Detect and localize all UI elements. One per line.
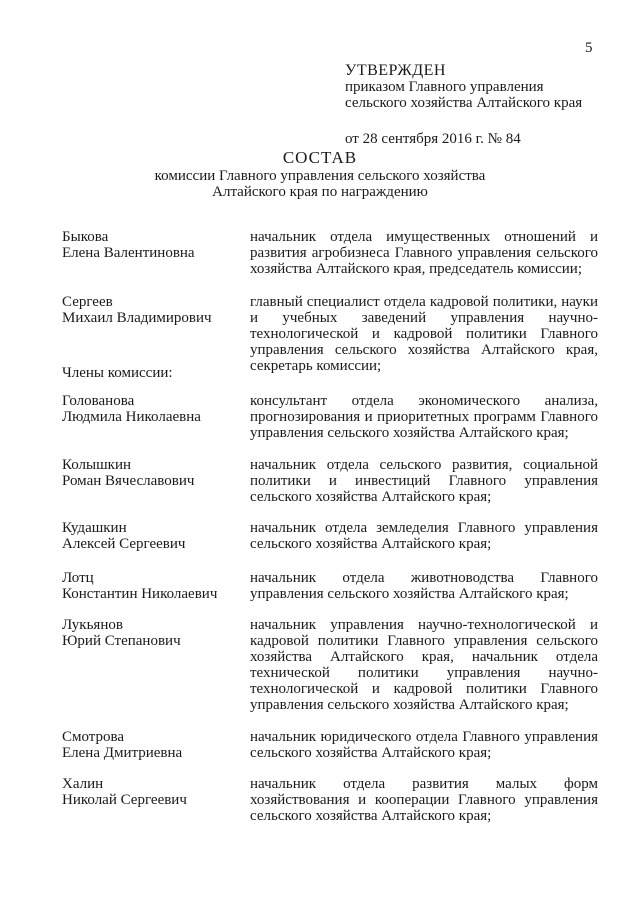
member-surname: Лукьянов	[62, 617, 123, 633]
member-given-name: Михаил Владимирович	[62, 310, 212, 326]
member-name	[62, 729, 247, 761]
member-given-name: Людмила Николаевна	[62, 409, 201, 425]
member-given-name: Константин Николаевич	[62, 586, 218, 602]
member-surname: Халин	[62, 776, 104, 792]
member-surname: Кудашкин	[62, 520, 127, 536]
member-name	[62, 229, 247, 261]
member-role: консультант отдела экономического анализа, прогнозирования и приоритетных программ Главного управления сельского хозяйства Алтайского края;	[250, 393, 598, 441]
member-role: начальник отдела сельского развития, социальной политики и инвестиций Главного управления сельского хозяйства Алтайского края;	[250, 457, 598, 505]
title-main: СОСТАВ	[282, 148, 358, 167]
member-given-name: Алексей Сергеевич	[62, 536, 186, 552]
members-label: Члены комиссии:	[62, 365, 173, 381]
title-sub-1: комиссии Главного управления сельского хозяйства	[154, 168, 486, 184]
member-name	[62, 776, 247, 808]
member-surname: Лотц	[62, 570, 94, 586]
member-surname: Голованова	[62, 393, 135, 409]
member-name	[62, 570, 247, 602]
member-role: начальник отдела животноводства Главного управления сельского хозяйства Алтайского края;	[250, 570, 598, 602]
member-role: начальник управления научно-технологической и кадровой политики Главного управления сельского хозяйства Алтайского края, начальник отдела технической политики управления научно-технологической и кадровой политики Главного управления сельского хозяйства Алтайского края;	[250, 617, 598, 713]
member-name	[62, 294, 247, 326]
approval-block	[345, 63, 625, 147]
member-name	[62, 520, 247, 552]
member-role: начальник юридического отдела Главного управления сельского хозяйства Алтайского края;	[250, 729, 598, 761]
member-given-name: Николай Сергеевич	[62, 792, 187, 808]
member-surname: Сергеев	[62, 294, 113, 310]
document-title	[60, 150, 580, 200]
approval-line-2: сельского хозяйства Алтайского края	[345, 95, 583, 111]
member-given-name: Елена Валентиновна	[62, 245, 195, 261]
member-surname: Быкова	[62, 229, 109, 245]
member-name	[62, 457, 247, 489]
member-role: начальник отдела имущественных отношений и развития агробизнеса Главного управления сельского хозяйства Алтайского края, председатель комиссии;	[250, 229, 598, 277]
title-sub-2: Алтайского края по награждению	[212, 184, 428, 200]
member-role: начальник отдела земледелия Главного управления сельского хозяйства Алтайского края;	[250, 520, 598, 552]
member-role: начальник отдела развития малых форм хозяйствования и кооперации Главного управления сельского хозяйства Алтайского края;	[250, 776, 598, 824]
approval-line-1: приказом Главного управления	[345, 79, 544, 95]
member-name	[62, 393, 247, 425]
approval-date: от 28 сентября 2016 г. № 84	[345, 131, 521, 147]
member-given-name: Роман Вячеславович	[62, 473, 195, 489]
member-role: главный специалист отдела кадровой политики, науки и учебных заведений управления научно-технологической и кадровой политики Главного управления сельского хозяйства Алтайского края, секретарь комиссии;	[250, 294, 598, 374]
approval-heading: УТВЕРЖДЕН	[345, 62, 446, 79]
member-name	[62, 617, 247, 649]
member-surname: Смотрова	[62, 729, 125, 745]
member-surname: Колышкин	[62, 457, 132, 473]
page-number: 5	[585, 40, 593, 56]
member-given-name: Юрий Степанович	[62, 633, 181, 649]
member-given-name: Елена Дмитриевна	[62, 745, 183, 761]
